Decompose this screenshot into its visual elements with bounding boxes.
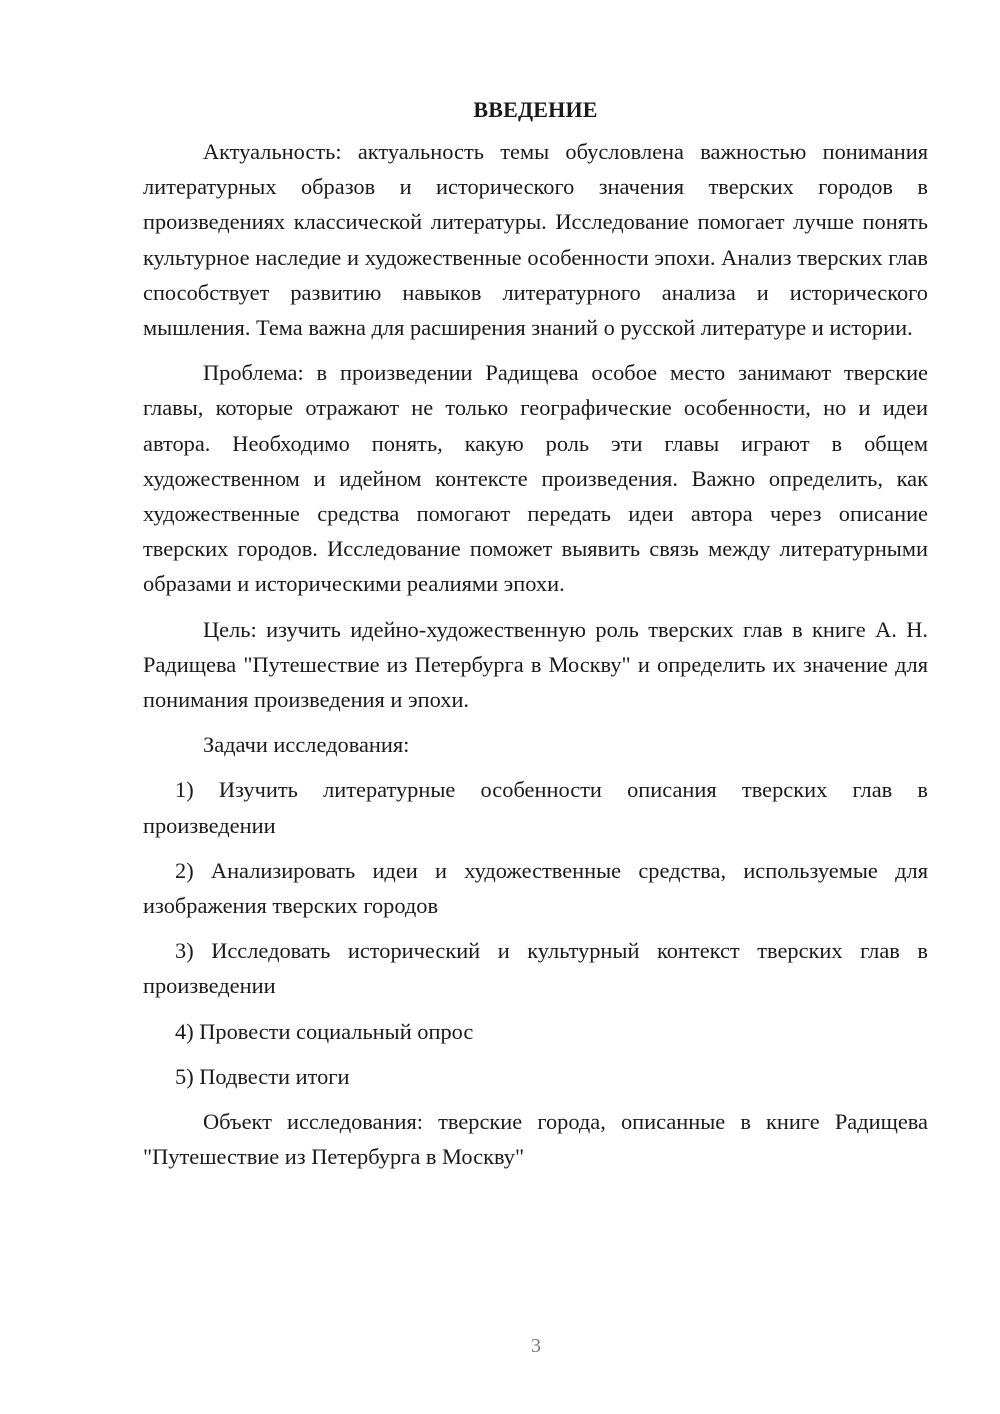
list-item: 3) Исследовать исторический и культурный контекст тверских глав в произведении — [143, 938, 928, 999]
list-item: 1) Изучить литературные особенности описания тверских глав в произведении — [143, 777, 928, 838]
document-page — [143, 96, 928, 1174]
tasks-heading: Задачи исследования: — [203, 732, 410, 758]
relevance-paragraph: Актуальность: актуальность темы обусловлена важностью понимания литературных образов и исторического значения тверских городов в произведениях классической литературы. Исследование помогает лучше понять культурное наследие и художественные особенности эпохи. Анализ тверских глав способствует развитию навыков литературного анализа и исторического мышления. Тема важна для расширения знаний о русской литературе и истории. — [143, 139, 928, 341]
list-item: 4) Провести социальный опрос — [175, 1018, 474, 1044]
page-number: 3 — [531, 1335, 541, 1357]
problem-paragraph: Проблема: в произведении Радищева особое место занимают тверские главы, которые отражают не только географические особенности, но и идеи автора. Необходимо понять, какую роль эти главы играют в общем художественном и идейном контексте произведения. Важно определить, как художественные средства помогают передать идеи автора через описание тверских городов. Исследование поможет выявить связь между литературными образами и историческими реалиями эпохи. — [143, 360, 928, 597]
tasks-list — [143, 772, 928, 1094]
list-item: 2) Анализировать идеи и художественные средства, используемые для изображения тверских городов — [143, 857, 928, 919]
list-item: 5) Подвести итоги — [175, 1063, 350, 1089]
goal-paragraph: Цель: изучить идейно-художественную роль тверских глав в книге А. Н. Радищева "Путешествие из Петербурга в Москву" и определить их значение для понимания произведения и эпохи. — [143, 616, 928, 713]
object-paragraph: Объект исследования: тверские города, описанные в книге Радищева "Путешествие из Петербурга в Москву" — [143, 1109, 928, 1170]
page-title: ВВЕДЕНИЕ — [473, 97, 598, 122]
